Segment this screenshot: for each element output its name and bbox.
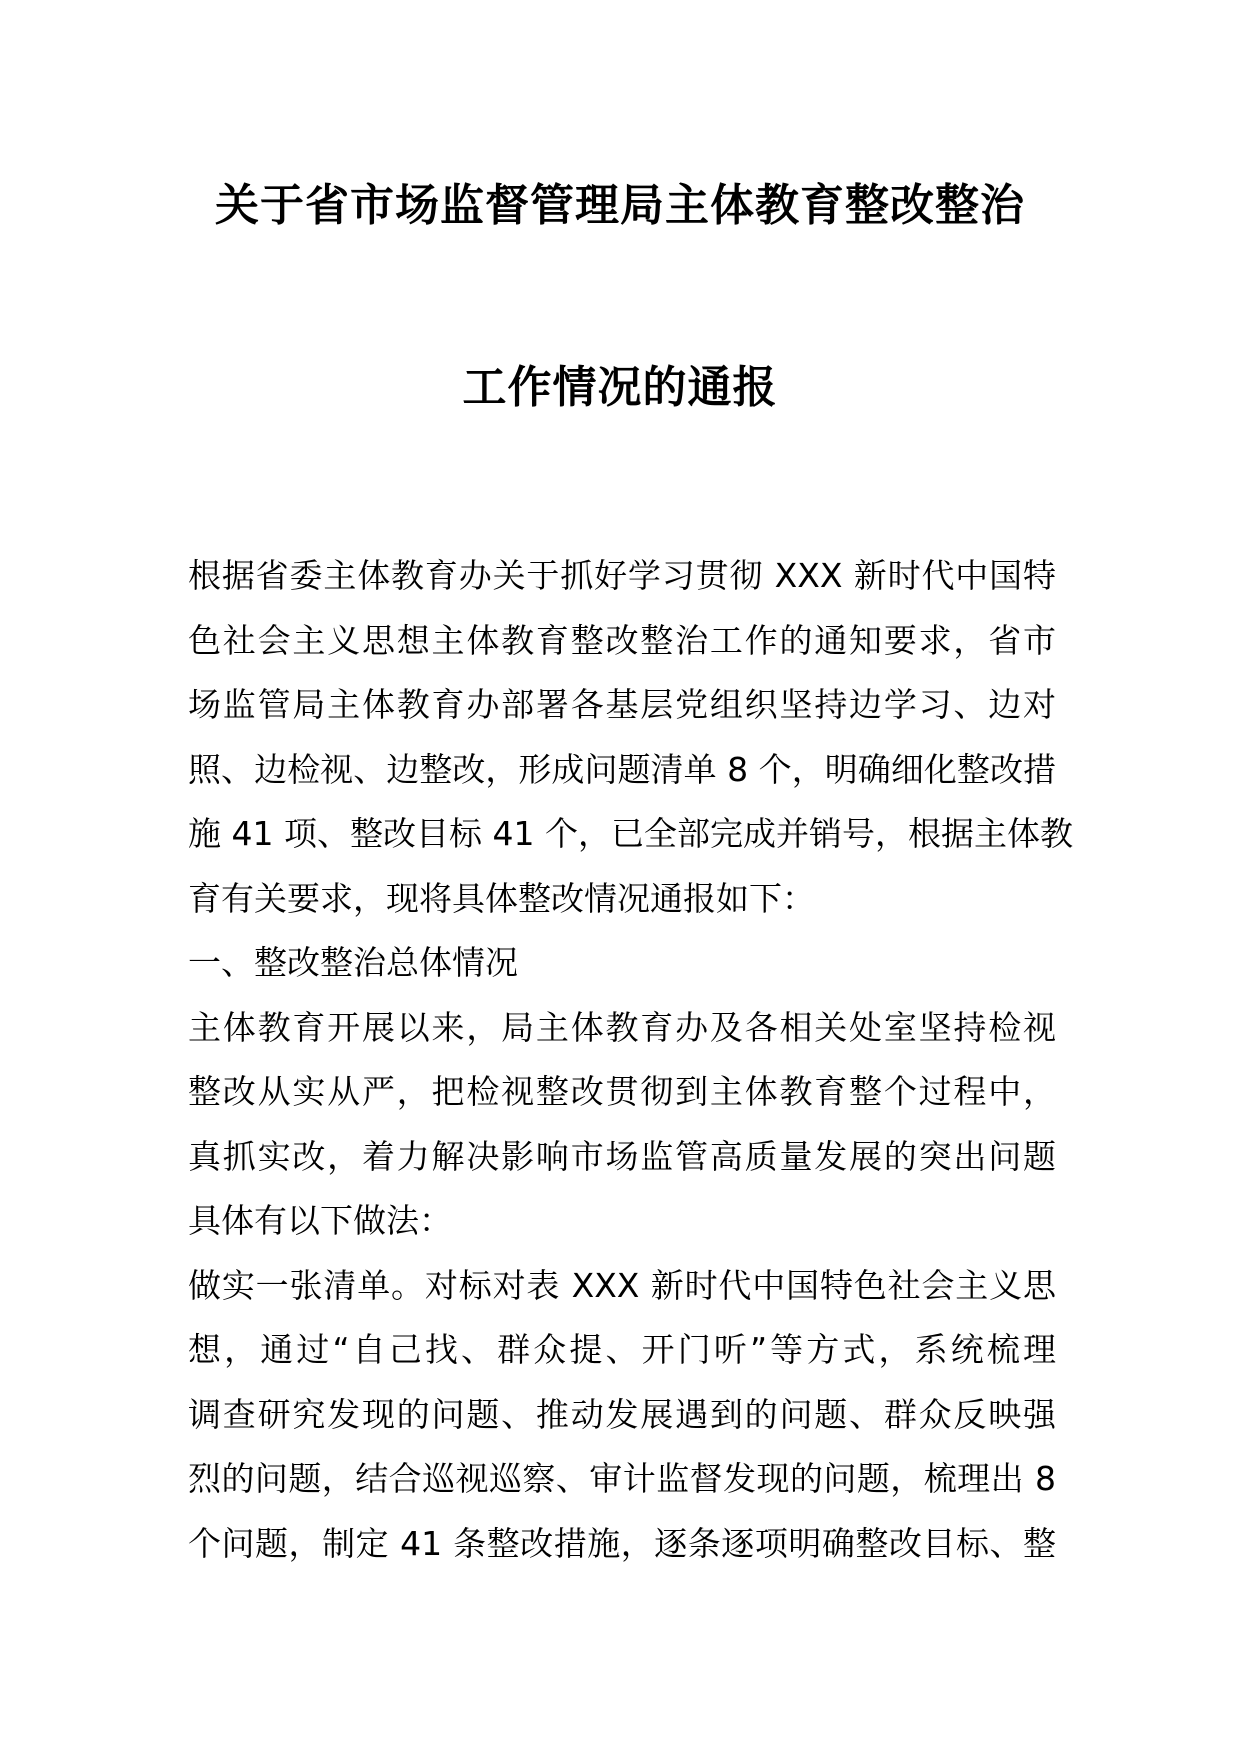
document-body	[188, 544, 1073, 1576]
text-line: 主体教育开展以来，局主体教育办及各相关处室坚持检视	[188, 1007, 1056, 1047]
document-title-line-2: 工作情况的通报	[462, 362, 778, 413]
paragraph-overview	[188, 996, 1056, 1254]
text-line: 具体有以下做法：	[188, 1201, 452, 1240]
text-line: 色社会主义思想主体教育整改整治工作的通知要求，省市	[188, 620, 1056, 660]
text-line: 烈的问题，结合巡视巡察、审计监督发现的问题，梳理出 8	[188, 1459, 1056, 1498]
text-line: 个问题，制定 41 条整改措施，逐条逐项明确整改目标、整	[188, 1523, 1056, 1563]
paragraph-intro	[188, 544, 1073, 931]
text-line: 施 41 项、整改目标 41 个，已全部完成并销号，根据主体教	[188, 814, 1073, 853]
text-line: 做实一张清单。对标对表 XXX 新时代中国特色社会主义思	[188, 1265, 1056, 1305]
paragraph-checklist	[188, 1254, 1056, 1577]
text-line: 真抓实改，着力解决影响市场监管高质量发展的突出问题	[188, 1136, 1056, 1176]
text-line: 照、边检视、边整改，形成问题清单 8 个，明确细化整改措	[188, 749, 1056, 789]
text-line: 想，通过“自己找、群众提、开门听”等方式，系统梳理	[188, 1330, 1056, 1369]
section-heading-1	[188, 931, 1056, 996]
text-line: 育有关要求，现将具体整改情况通报如下：	[188, 878, 815, 918]
text-line: 整改从实从严，把检视整改贯彻到主体教育整个过程中，	[188, 1072, 1056, 1111]
document-title-line-1: 关于省市场监督管理局主体教育整改整治	[215, 180, 1025, 231]
text-line: 场监管局主体教育办部署各基层党组织坚持边学习、边对	[188, 685, 1056, 724]
text-line: 根据省委主体教育办关于抓好学习贯彻 XXX 新时代中国特	[188, 556, 1056, 595]
text-line: 调查研究发现的问题、推动发展遇到的问题、群众反映强	[188, 1394, 1056, 1434]
section-heading-text: 一、整改整治总体情况	[188, 943, 518, 982]
